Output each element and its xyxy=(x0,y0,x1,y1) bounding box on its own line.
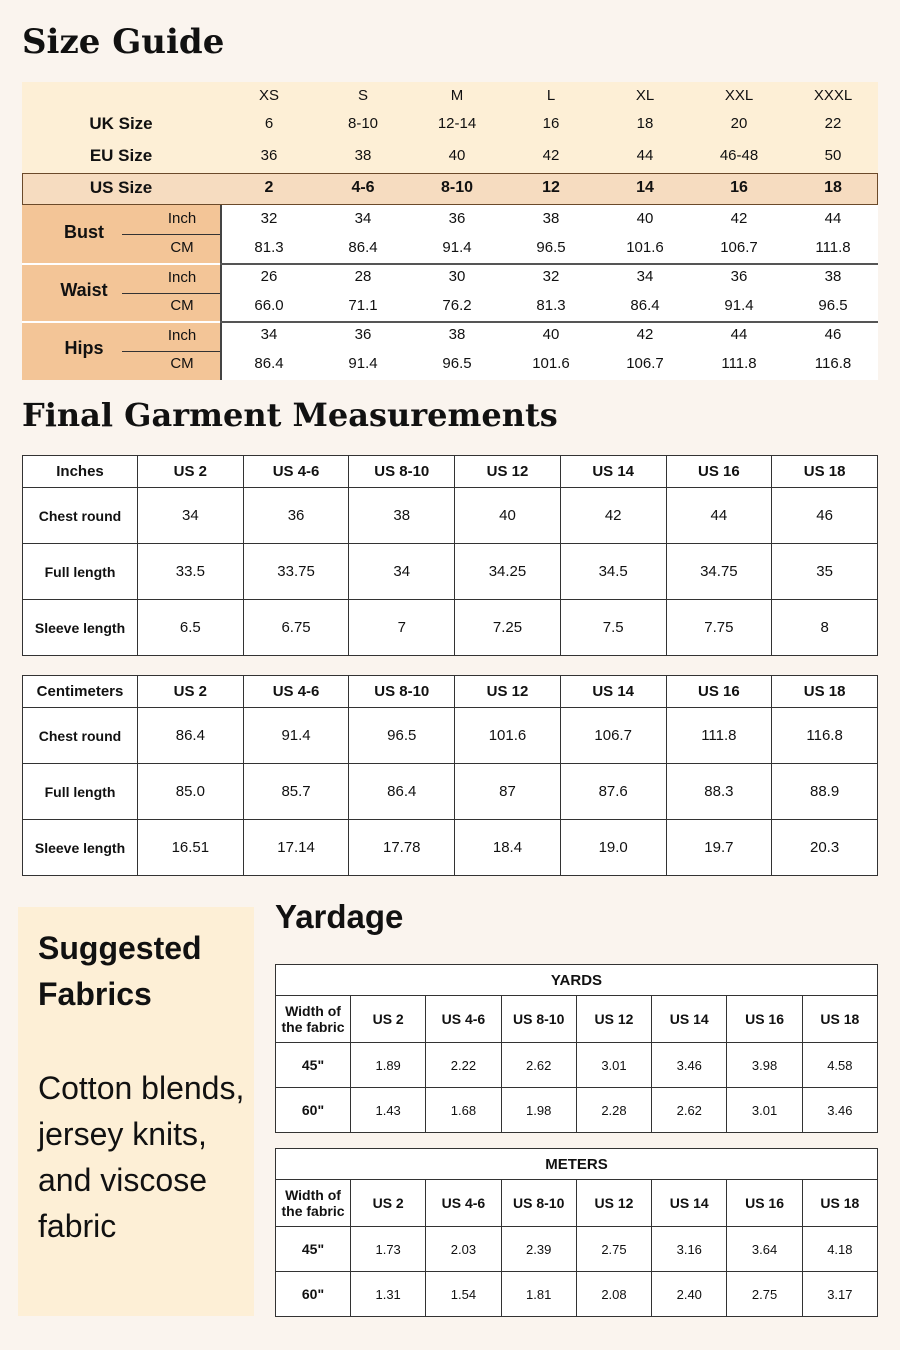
hips-cm-value: 116.8 xyxy=(814,355,852,372)
letter-size: M xyxy=(450,87,464,104)
table-cell: 3.16 xyxy=(652,1227,727,1272)
measurement-label: Chest round xyxy=(23,708,138,764)
fabric-width-label: 60" xyxy=(276,1272,351,1317)
size-header: US 2 xyxy=(138,456,244,488)
waist-cm-label: CM xyxy=(170,297,194,314)
fabric-width-label: 45" xyxy=(276,1043,351,1088)
table-cell: 35 xyxy=(772,544,878,600)
table-cell: 87 xyxy=(455,764,561,820)
table-cell: 33.5 xyxy=(138,544,244,600)
eu-size-value: 42 xyxy=(542,147,560,164)
size-header: US 2 xyxy=(138,676,244,708)
uk-size-value: 20 xyxy=(730,115,748,132)
waist-inch-label: Inch xyxy=(167,269,197,286)
table-cell: 86.4 xyxy=(138,708,244,764)
table-cell: 1.43 xyxy=(351,1088,426,1133)
table-cell: 4.58 xyxy=(802,1043,877,1088)
table-cell: 6.75 xyxy=(243,600,349,656)
table-cell: 111.8 xyxy=(666,708,772,764)
table-cell: 20.3 xyxy=(772,820,878,876)
table-cell: 4.18 xyxy=(802,1227,877,1272)
size-header: US 16 xyxy=(727,996,802,1043)
suggested-fabrics-text: Cotton blends, jersey knits, and viscose fabric xyxy=(38,1070,245,1244)
garment-measurements-title: Final Garment Measurements xyxy=(22,396,558,434)
hips-inch-value: 34 xyxy=(260,326,278,343)
table-cell: 87.6 xyxy=(560,764,666,820)
waist-inch-value: 26 xyxy=(260,268,278,285)
width-label: Width of the fabric xyxy=(276,1180,351,1227)
yardage-yards-table xyxy=(275,964,878,1133)
waist-inch-value: 30 xyxy=(448,268,466,285)
table-cell: 2.40 xyxy=(652,1272,727,1317)
table-cell: 6.5 xyxy=(138,600,244,656)
table-row xyxy=(23,600,878,656)
table-cell: 44 xyxy=(666,488,772,544)
hips-divider xyxy=(122,351,220,352)
table-cell: 3.64 xyxy=(727,1227,802,1272)
table-cell: 18.4 xyxy=(455,820,561,876)
yards-caption: YARDS xyxy=(276,965,878,996)
uk-size-value: 6 xyxy=(264,115,274,132)
hips-inch-value: 46 xyxy=(824,326,842,343)
table-cell: 85.7 xyxy=(243,764,349,820)
bust-cm-value: 96.5 xyxy=(536,239,566,256)
table-cell: 42 xyxy=(560,488,666,544)
table-cell: 1.98 xyxy=(501,1088,576,1133)
uk-size-value: 8-10 xyxy=(347,115,379,132)
size-header: US 12 xyxy=(455,456,561,488)
table-cell: 16.51 xyxy=(138,820,244,876)
hips-cm-value: 96.5 xyxy=(442,355,472,372)
bust-inch-value: 34 xyxy=(354,210,372,227)
table-cell: 91.4 xyxy=(243,708,349,764)
size-header: US 4-6 xyxy=(426,1180,501,1227)
us-size-value: 2 xyxy=(264,179,274,196)
waist-cm-value: 91.4 xyxy=(724,297,754,314)
letter-size: XS xyxy=(258,87,279,104)
measurement-label: Sleeve length xyxy=(23,820,138,876)
table-cell: 96.5 xyxy=(349,708,455,764)
label-divider xyxy=(22,263,220,265)
table-row xyxy=(23,708,878,764)
hips-cm-value: 111.8 xyxy=(721,355,757,372)
table-cell: 2.03 xyxy=(426,1227,501,1272)
waist-inch-value: 36 xyxy=(730,268,748,285)
bust-inch-label: Inch xyxy=(167,210,197,227)
measurement-label: Chest round xyxy=(23,488,138,544)
table-cell: 34 xyxy=(138,488,244,544)
hips-cm-label: CM xyxy=(170,355,194,372)
table-cell: 17.14 xyxy=(243,820,349,876)
us-size-value: 4-6 xyxy=(351,179,375,196)
letter-size: L xyxy=(546,87,556,104)
bust-divider xyxy=(122,234,220,235)
hips-cm-value: 91.4 xyxy=(348,355,378,372)
us-size-value: 12 xyxy=(542,179,560,196)
table-cell: 34 xyxy=(349,544,455,600)
table-cell: 34.25 xyxy=(455,544,561,600)
table-cell: 1.31 xyxy=(351,1272,426,1317)
bust-inch-value: 36 xyxy=(448,210,466,227)
size-header: US 4-6 xyxy=(243,676,349,708)
table-row xyxy=(23,764,878,820)
letter-size: XL xyxy=(635,87,655,104)
size-header: US 16 xyxy=(666,676,772,708)
waist-divider xyxy=(122,293,220,294)
size-guide-table xyxy=(22,82,878,380)
table-header: Centimeters xyxy=(23,676,138,708)
us-size-value: 8-10 xyxy=(440,179,474,196)
size-header: US 16 xyxy=(727,1180,802,1227)
label-divider xyxy=(22,321,220,323)
bust-cm-value: 86.4 xyxy=(348,239,378,256)
hips-inch-value: 42 xyxy=(636,326,654,343)
table-row xyxy=(276,1272,878,1317)
uk-size-value: 18 xyxy=(636,115,654,132)
table-cell: 7.25 xyxy=(455,600,561,656)
row-divider xyxy=(220,321,878,323)
uk-size-value: 12-14 xyxy=(437,115,477,132)
size-header: US 14 xyxy=(560,676,666,708)
size-header: US 12 xyxy=(455,676,561,708)
table-cell: 38 xyxy=(349,488,455,544)
table-cell: 19.7 xyxy=(666,820,772,876)
table-cell: 33.75 xyxy=(243,544,349,600)
table-cell: 17.78 xyxy=(349,820,455,876)
table-row xyxy=(23,820,878,876)
waist-cm-value: 66.0 xyxy=(254,297,284,314)
table-cell: 88.9 xyxy=(772,764,878,820)
table-cell: 2.22 xyxy=(426,1043,501,1088)
eu-size-value: 36 xyxy=(260,147,278,164)
size-header: US 14 xyxy=(652,1180,727,1227)
hips-inch-value: 44 xyxy=(730,326,748,343)
hips-cm-value: 101.6 xyxy=(532,355,570,372)
garment-inches-table xyxy=(22,455,878,656)
garment-centimeters-table xyxy=(22,675,878,876)
size-header: US 8-10 xyxy=(349,456,455,488)
eu-size-value: 40 xyxy=(448,147,466,164)
table-cell: 7.5 xyxy=(560,600,666,656)
uk-size-label: UK Size xyxy=(89,114,153,133)
table-cell: 2.62 xyxy=(501,1043,576,1088)
table-cell: 34.75 xyxy=(666,544,772,600)
waist-cm-value: 96.5 xyxy=(818,297,848,314)
table-cell: 40 xyxy=(455,488,561,544)
bust-inch-value: 40 xyxy=(636,210,654,227)
us-size-label: US Size xyxy=(89,178,153,197)
table-cell: 36 xyxy=(243,488,349,544)
bust-cm-value: 111.8 xyxy=(815,239,851,256)
size-guide-title: Size Guide xyxy=(22,22,225,62)
size-header: US 8-10 xyxy=(349,676,455,708)
width-label: Width of the fabric xyxy=(276,996,351,1043)
table-cell: 1.81 xyxy=(501,1272,576,1317)
table-cell: 2.28 xyxy=(576,1088,651,1133)
hips-inch-value: 38 xyxy=(448,326,466,343)
waist-cm-value: 71.1 xyxy=(348,297,378,314)
yardage-title: Yardage xyxy=(275,898,404,935)
size-header: US 2 xyxy=(351,1180,426,1227)
us-size-value: 14 xyxy=(636,179,654,196)
size-header: US 8-10 xyxy=(501,996,576,1043)
table-cell: 2.08 xyxy=(576,1272,651,1317)
bust-cm-value: 106.7 xyxy=(720,239,758,256)
table-cell: 3.46 xyxy=(802,1088,877,1133)
table-cell: 7.75 xyxy=(666,600,772,656)
eu-size-value: 46-48 xyxy=(719,147,759,164)
row-divider xyxy=(220,263,878,265)
table-row xyxy=(276,1043,878,1088)
size-header: US 14 xyxy=(560,456,666,488)
table-cell: 2.39 xyxy=(501,1227,576,1272)
table-cell: 3.46 xyxy=(652,1043,727,1088)
table-cell: 34.5 xyxy=(560,544,666,600)
waist-inch-value: 34 xyxy=(636,268,654,285)
letter-size: S xyxy=(357,87,368,104)
table-cell: 7 xyxy=(349,600,455,656)
eu-size-value: 50 xyxy=(824,147,842,164)
waist-cm-value: 81.3 xyxy=(536,297,566,314)
size-header: US 14 xyxy=(652,996,727,1043)
waist-inch-value: 28 xyxy=(354,268,372,285)
eu-size-label: EU Size xyxy=(89,146,153,165)
size-header: US 8-10 xyxy=(501,1180,576,1227)
letter-size: XXXL xyxy=(813,87,853,104)
measurement-label: Sleeve length xyxy=(23,600,138,656)
table-cell: 2.75 xyxy=(727,1272,802,1317)
yardage-meters-table xyxy=(275,1148,878,1317)
waist-cm-value: 76.2 xyxy=(442,297,472,314)
table-cell: 1.73 xyxy=(351,1227,426,1272)
table-cell: 3.98 xyxy=(727,1043,802,1088)
hips-inch-value: 36 xyxy=(354,326,372,343)
letter-size: XXL xyxy=(724,87,754,104)
bust-cm-value: 81.3 xyxy=(254,239,284,256)
table-cell: 116.8 xyxy=(772,708,878,764)
table-row xyxy=(23,488,878,544)
table-cell: 2.75 xyxy=(576,1227,651,1272)
bust-cm-value: 101.6 xyxy=(626,239,664,256)
table-cell: 85.0 xyxy=(138,764,244,820)
measurement-label: Full length xyxy=(23,544,138,600)
size-header: US 12 xyxy=(576,1180,651,1227)
suggested-fabrics-title: Suggested Fabrics xyxy=(38,930,202,1012)
bust-cm-label: CM xyxy=(170,239,194,256)
size-header: US 18 xyxy=(772,456,878,488)
table-cell: 1.54 xyxy=(426,1272,501,1317)
bust-inch-value: 44 xyxy=(824,210,842,227)
waist-inch-value: 38 xyxy=(824,268,842,285)
table-cell: 3.17 xyxy=(802,1272,877,1317)
size-header: US 18 xyxy=(802,1180,877,1227)
table-cell: 3.01 xyxy=(576,1043,651,1088)
waist-inch-value: 32 xyxy=(542,268,560,285)
bust-label: Bust xyxy=(64,222,104,242)
table-cell: 46 xyxy=(772,488,878,544)
uk-size-value: 16 xyxy=(542,115,560,132)
bust-inch-value: 42 xyxy=(730,210,748,227)
table-cell: 1.89 xyxy=(351,1043,426,1088)
table-cell: 3.01 xyxy=(727,1088,802,1133)
bust-inch-value: 32 xyxy=(260,210,278,227)
table-cell: 101.6 xyxy=(455,708,561,764)
size-header: US 4-6 xyxy=(426,996,501,1043)
size-header: US 2 xyxy=(351,996,426,1043)
size-header: US 16 xyxy=(666,456,772,488)
table-cell: 88.3 xyxy=(666,764,772,820)
fabric-width-label: 60" xyxy=(276,1088,351,1133)
table-header: Inches xyxy=(23,456,138,488)
table-row xyxy=(276,1227,878,1272)
size-header: US 4-6 xyxy=(243,456,349,488)
hips-inch-label: Inch xyxy=(167,327,197,344)
suggested-fabrics-panel xyxy=(18,907,254,1316)
size-header: US 12 xyxy=(576,996,651,1043)
fabric-width-label: 45" xyxy=(276,1227,351,1272)
hips-label: Hips xyxy=(64,338,104,358)
table-row xyxy=(23,544,878,600)
table-cell: 86.4 xyxy=(349,764,455,820)
hips-cm-value: 86.4 xyxy=(254,355,284,372)
eu-size-value: 44 xyxy=(636,147,654,164)
meters-caption: METERS xyxy=(276,1149,878,1180)
us-size-value: 16 xyxy=(730,179,748,196)
size-header: US 18 xyxy=(772,676,878,708)
waist-label: Waist xyxy=(60,280,108,300)
table-cell: 19.0 xyxy=(560,820,666,876)
table-cell: 2.62 xyxy=(652,1088,727,1133)
table-cell: 1.68 xyxy=(426,1088,501,1133)
bust-inch-value: 38 xyxy=(542,210,560,227)
table-row xyxy=(276,1088,878,1133)
waist-cm-value: 86.4 xyxy=(630,297,660,314)
bust-cm-value: 91.4 xyxy=(442,239,472,256)
measurement-label: Full length xyxy=(23,764,138,820)
uk-size-value: 22 xyxy=(824,115,842,132)
eu-size-value: 38 xyxy=(354,147,372,164)
size-header: US 18 xyxy=(802,996,877,1043)
us-size-value: 18 xyxy=(824,179,842,196)
hips-inch-value: 40 xyxy=(542,326,560,343)
table-cell: 106.7 xyxy=(560,708,666,764)
table-cell: 8 xyxy=(772,600,878,656)
hips-cm-value: 106.7 xyxy=(626,355,664,372)
measurement-values-area xyxy=(220,205,878,380)
